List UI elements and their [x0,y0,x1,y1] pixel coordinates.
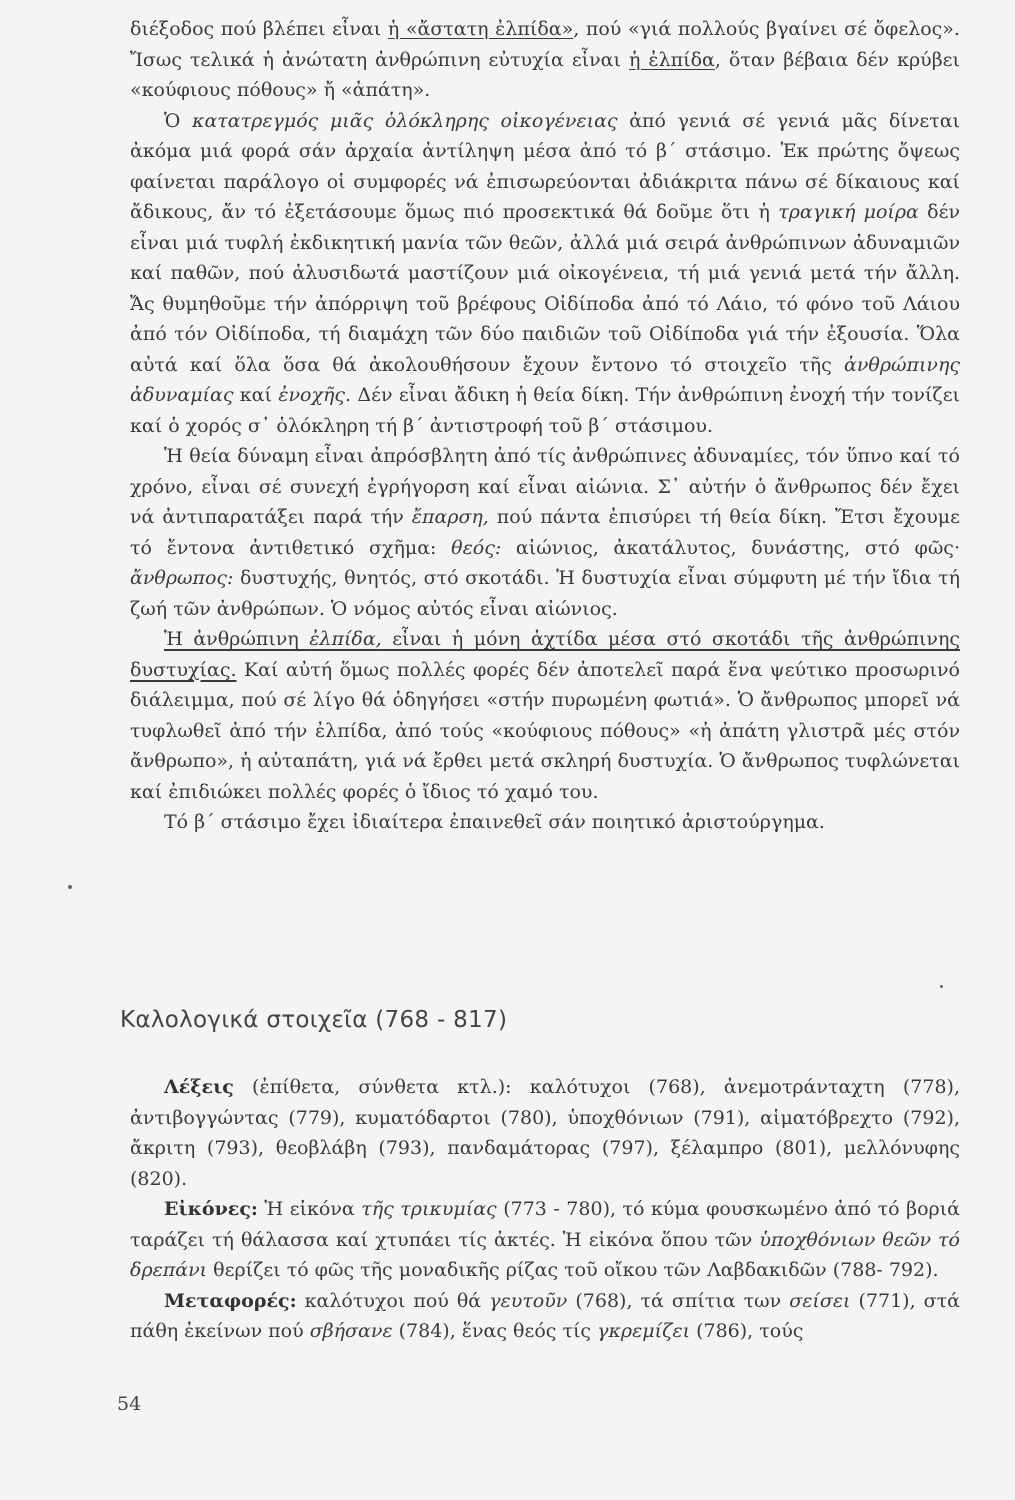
text-run: Ὁ [164,109,192,132]
text-run: (784), ἕνας θεός τίς [392,1320,598,1342]
section-heading: Καλολογικά στοιχεῖα (768 - 817) [120,1007,508,1033]
text-run: αἰώνιος, ἀκατάλυτος, δυνάστης, στό φῶς· [501,536,960,559]
text-run: ἀπό γενιά σέ γενιά μᾶς δίνεται ἀκόμα μιά φορά σάν ἀρχαία ἀντίληψη μέσα ἀπό τό β΄ στάσιμο. Ἐκ πρώτης ὄψεως φαίνεται παράλογο οἱ συμφορές νά ἐπισωρεύονται ἀδιάκριτα πάνω σέ δίκαιους καί ἄδικους, ἄν τό ἐξετάσουμε ὅμως πιό προσεκτικά θά δοῦμε ὅτι ἡ [130,109,961,223]
text-block-lower [130,1072,960,1347]
italic-phrase: τραγική μοίρα [778,201,919,223]
paragraph-metafores [130,1286,960,1347]
underlined-phrase: ἡ ἐλπίδα [629,48,715,71]
text-run: καί [233,384,279,406]
underlined-phrase: ἡ «ἄστατη ἐλπίδα» [387,18,574,40]
italic-phrase: σείσει [789,1289,851,1312]
italic-phrase: σβήσανε [309,1320,393,1342]
paragraph-divine-power [130,441,960,624]
text-run: , πού «γιά πολλούς βγαίνει σέ ὄφελος». Ἴσως τελικά ἡ ἀνώτατη ἀνθρώπινη εὐτυχία εἶναι [130,18,960,71]
term-label: Εἰκόνες: [164,1198,258,1220]
italic-phrase: κατατρεγμός μιᾶς ὁλόκληρης οἰκογένειας [192,109,618,132]
text-run: Ἡ εἰκόνα [257,1198,362,1220]
paragraph-lexeis [130,1072,960,1194]
term-label: Μεταφορές: [164,1289,297,1312]
text-run: (771), στά πάθη ἐκείνων πού [130,1289,960,1342]
italic-phrase: γευτοῦν [489,1289,568,1312]
paragraph-masterpiece [130,807,960,838]
text-run: δέν εἶναι μιά τυφλή ἐκδικητική μανία τῶν θεῶν, ἀλλά μιά σειρά ἀνθρώπινων ἀδυναμιῶν καί παθῶν, πού ἀλυσιδωτά μαστίζουν μιά οἰκογένεια, τή μιά γενιά μετά τήν ἄλλη. Ἄς θυμηθοῦμε τήν ἀπόρριψη τοῦ βρέφους Οἰδίποδα ἀπό τό Λάιο, τό φόνο τοῦ Λάιου ἀπό τόν Οἰδίποδα, τή διαμάχη τῶν δύο παιδιῶν τοῦ Οἰδίποδα γιά τήν ἐξουσία. Ὅλα αὐτά καί ὅλα ὅσα θά ἀκολουθήσουν ἔχουν ἔντονο τό στοιχεῖο τῆς [130,201,960,376]
italic-phrase: ἀνθρώπινης ἀδυναμίας [130,353,960,406]
text-block-upper [130,14,960,838]
term-label: Λέξεις [164,1076,234,1098]
text-run: θερίζει τό φῶς τῆς μοναδικῆς ρίζας τοῦ οἴκου τῶν Λαβδακιδῶν (788- 792). [207,1259,939,1281]
paragraph-family-persecution [130,106,960,442]
italic-phrase: θεός: [451,536,502,559]
italic-phrase: ἔπαρση, [411,506,489,528]
text-run: καλότυχοι πού θά [296,1289,490,1312]
scan-speck [68,885,72,889]
text-run: (768), τά σπίτια των [567,1289,790,1312]
paragraph-human-hope [130,624,960,807]
text-run: Ἡ θεία δύναμη εἶναι ἀπρόσβλητη ἀπό τίς ἀνθρώπινες ἀδυναμίες, τόν ὕπνο καί τό χρόνο, εἶναι σέ συνεχή ἐγρήγορση καί εἶναι αἰώνια. Σ᾿ αὐτήν ὁ ἄνθρωπος δέν ἔχει νά ἀντιπαρατάξει παρά τήν [130,445,960,528]
text-run: Τό β΄ στάσιμο ἔχει ἰδιαίτερα ἐπαινεθεῖ σάν ποιητικό ἀριστούργημα. [164,811,825,833]
page-number: 54 [117,1393,142,1415]
text-run: . Δέν εἶναι ἄδικη ἡ θεία δίκη. Τήν ἀνθρώπινη ἐνοχή τήν τονίζει καί ὁ χορός σ᾿ ὁλόκληρη τή β΄ ἀντιστροφή τοῦ β΄ στάσιμου. [130,384,961,437]
text-run: (773 - 780), τό κύμα φουσκωμένο ἀπό τό βοριά ταράζει τή θάλασσα καί χτυπάει τίς ἀκτές. Ἡ εἰκόνα ὅπου τῶν [130,1198,960,1251]
text-run: (786), τούς [690,1320,804,1342]
italic-phrase: ἄνθρωπος: [130,567,234,589]
underlined-phrase: Ἡ ἀνθρώπινη [164,628,310,650]
italic-phrase: γκρεμίζει [597,1320,691,1342]
paragraph-intro [130,14,960,106]
text-run: , ὅταν βέβαια δέν κρύβει «κούφιους πόθους» ἤ «ἀπάτη». [130,48,960,101]
text-run: δυστυχής, θνητός, στό σκοτάδι. Ἡ δυστυχία εἶναι σύμφυτη μέ τήν ἴδια τή ζωή τῶν ἀνθρώπων. Ὁ νόμος αὐτός εἶναι αἰώνιος. [130,567,960,620]
text-run: πού πάντα ἐπισύρει τή θεία δίκη. Ἔτσι ἔχουμε τό ἔντονα ἀντιθετικό σχῆμα: [130,506,960,559]
underlined-phrase: εἶναι ἡ μόνη ἀχτίδα μέσα στό σκοτάδι τῆς ἀνθρώπινης δυστυχίας. [130,628,960,681]
text-run: διέξοδος πού βλέπει εἶναι [130,18,388,40]
text-run: (ἐπίθετα, σύνθετα κτλ.): καλότυχοι (768), ἀνεμοτράνταχτη (778), ἀντιβογγώντας (779), κυματόδαρτοι (780), ὑποχθόνιων (791), αἱματόβρεχτο (792), ἄκριτη (793), θεοβλάβη (793), πανδαμάτορας (797), ξέλαμπρο (801), μελλόνυφης (820). [130,1076,960,1190]
italic-phrase: τῆς τρικυμίας [361,1198,497,1220]
underlined-italic-phrase: ἐλπίδα, [309,628,382,650]
scan-speck [940,985,943,988]
text-run: Καί αὐτή ὅμως πολλές φορές δέν ἀποτελεῖ παρά ἕνα ψεύτικο προσωρινό διάλειμμα, πού σέ λίγο θά ὁδηγήσει «στήν πυρωμένη φωτιά». Ὁ ἄνθρωπος μπορεῖ νά τυφλωθεῖ ἀπό τήν ἐλπίδα, ἀπό τούς «κούφιους πόθους» «ἡ ἀπάτη γλιστρᾶ μές στόν ἄνθρωπο», ἡ αὐταπάτη, γιά νά ἔρθει μετά σκληρή δυστυχία. Ὁ ἄνθρωπος τυφλώνεται καί ἐπιδιώκει πολλές φορές ὁ ἴδιος τό χαμό του. [130,658,960,803]
italic-phrase: ἐνοχῆς [278,384,346,406]
paragraph-eikones [130,1194,960,1286]
italic-phrase: ὑποχθόνιων θεῶν τό δρεπάνι [130,1228,960,1281]
